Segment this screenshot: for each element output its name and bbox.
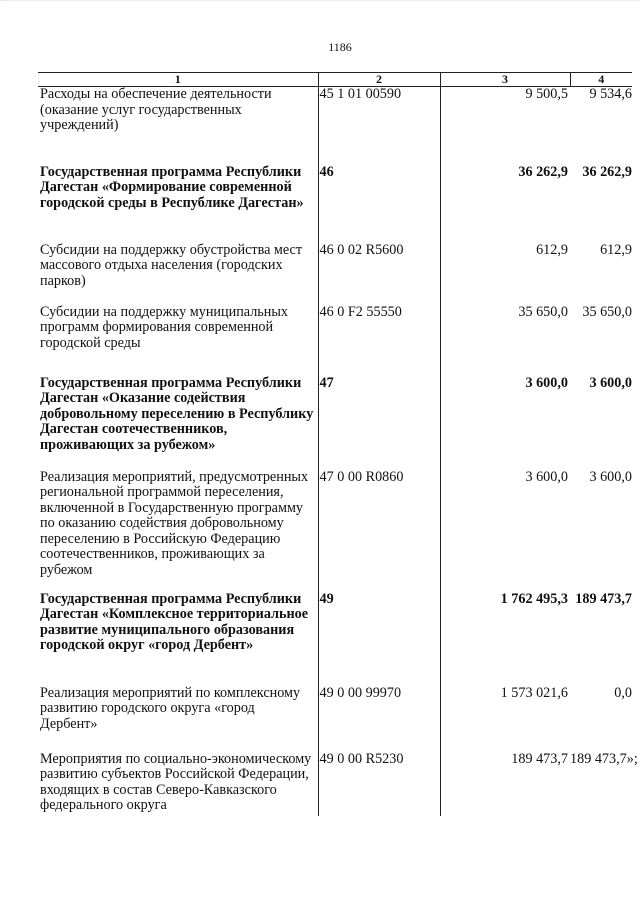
row-value-col3: 9 500,5 bbox=[440, 87, 570, 165]
row-code: 47 bbox=[318, 376, 440, 470]
row-code: 46 bbox=[318, 165, 440, 243]
row-value-col4: 9 534,6 bbox=[589, 86, 632, 102]
row-code: 46 0 02 R5600 bbox=[318, 243, 440, 305]
row-value-col3: 1 762 495,3 bbox=[440, 592, 570, 686]
scan-edge-marks bbox=[0, 0, 640, 9]
row-value-col4: 35 650,0 bbox=[582, 303, 632, 320]
row-value-col4: 612,9 bbox=[600, 241, 632, 258]
table-row bbox=[38, 243, 632, 305]
row-code: 49 bbox=[318, 592, 440, 686]
row-code: 45 1 01 00590 bbox=[318, 87, 440, 165]
row-code: 49 0 00 R5230 bbox=[318, 752, 440, 816]
row-name: Государственная программа Республики Дагестан «Комплексное территориальное развитие муниципального образования городской округ «город Дербент» bbox=[40, 590, 309, 653]
table-row bbox=[38, 305, 632, 376]
page-number: 1186 bbox=[328, 40, 352, 54]
row-name: Государственная программа Республики Дагестан «Формирование современной городской среды в Республике Дагестан» bbox=[40, 163, 304, 211]
column-header-3: 3 bbox=[440, 73, 570, 87]
table-row bbox=[38, 752, 632, 816]
row-name: Государственная программа Республики Дагестан «Оказание содействия добровольному переселению в Республику Дагестан соотечественников, проживающих за рубежом» bbox=[40, 374, 314, 453]
table-header-row bbox=[38, 73, 632, 87]
row-value-col4: 189 473,7»; bbox=[570, 750, 638, 767]
row-name: Мероприятия по социально-экономическому развитию субъектов Российской Федерации, входящих в состав Северо-Кавказского федерального округа bbox=[40, 750, 312, 813]
row-name: Реализация мероприятий, предусмотренных региональной программой переселения, включенной в Государственную программу по оказанию содействия добровольному переселению в Российскую Федерацию соотечественников, проживающих за рубежом bbox=[40, 468, 309, 578]
table-row bbox=[38, 165, 632, 243]
row-name: Расходы на обеспечение деятельности (оказание услуг государственных учреждений) bbox=[40, 86, 272, 133]
row-value-col4: 3 600,0 bbox=[589, 374, 632, 391]
row-name: Субсидии на поддержку муниципальных программ формирования современной городской среды bbox=[40, 303, 288, 351]
table-body bbox=[38, 86, 638, 816]
table-row bbox=[38, 686, 632, 752]
row-value-col3: 3 600,0 bbox=[440, 470, 570, 592]
table-row bbox=[38, 592, 632, 686]
row-value-col3: 189 473,7 bbox=[440, 752, 570, 816]
row-code: 46 0 F2 55550 bbox=[318, 305, 440, 376]
column-header-1: 1 bbox=[38, 73, 318, 87]
row-value-col3: 36 262,9 bbox=[440, 165, 570, 243]
table-row bbox=[38, 470, 632, 592]
row-name: Субсидии на поддержку обустройства мест массового отдыха населения (городских парков) bbox=[40, 241, 303, 289]
row-value-col4: 3 600,0 bbox=[589, 468, 632, 485]
column-header-4: 4 bbox=[570, 73, 632, 87]
table-row bbox=[38, 376, 632, 470]
row-value-col3: 612,9 bbox=[440, 243, 570, 305]
row-value-col4: 189 473,7 bbox=[575, 590, 632, 607]
row-code: 49 0 00 99970 bbox=[318, 686, 440, 752]
row-value-col4: 0,0 bbox=[614, 684, 632, 701]
budget-table bbox=[38, 72, 638, 816]
row-code: 47 0 00 R0860 bbox=[318, 470, 440, 592]
row-value-col3: 3 600,0 bbox=[440, 376, 570, 470]
table-row bbox=[38, 87, 632, 165]
row-value-col3: 1 573 021,6 bbox=[440, 686, 570, 752]
column-header-2: 2 bbox=[318, 73, 440, 87]
row-value-col3: 35 650,0 bbox=[440, 305, 570, 376]
row-value-col4: 36 262,9 bbox=[582, 163, 632, 180]
row-name: Реализация мероприятий по комплексному развитию городского округа «город Дербент» bbox=[40, 684, 301, 732]
